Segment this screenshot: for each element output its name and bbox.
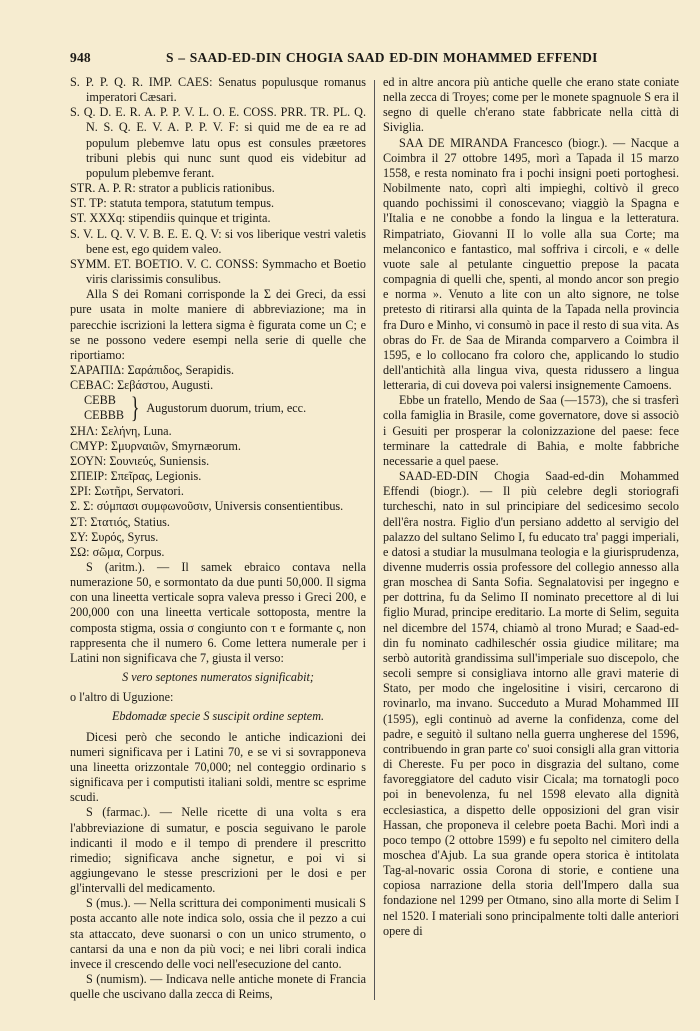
paragraph-farmac: S (farmac.). — Nelle ricette di una volta s era l'abbreviazione di sumatur, e poscia seguivano le parole indicanti il modo e il tempo di prendere il prescritto rimedio; significava anche signetur, e poi vi si aggiungevano le stesse prescrizioni per le dosi e per gl'intervalli del medicamento. (70, 805, 366, 896)
paragraph-numism: S (numism). — Indicava nelle antiche monete di Francia quelle che uscivano dalla zecca di Reims, (70, 972, 366, 1002)
page-number: 948 (70, 50, 91, 65)
greek-abbreviation: ΣΑΡΑΠΙΔ: Σαράπιδος, Serapidis. (70, 362, 235, 377)
paragraph-text: ed in altre ancora più antiche quelle che erano state coniate nella zecca di Troyes; come per le monete spagnuole S era il segno di quelle ch'erano state fabbricate nella città di Siviglia. (383, 75, 679, 135)
greek-abbreviation: ΣΗΛ: Σελήνη, Luna. (70, 423, 172, 438)
page-header (70, 48, 676, 68)
greek-abbreviation: ΣΡΙ: Σωτῆρι, Servatori. (70, 484, 184, 499)
verse-quote: Ebdomadæ specie S suscipit ordine septem. (111, 709, 325, 724)
greek-abbreviation: CEBAC: Σεβάστου, Augusti. (70, 378, 214, 393)
abbreviation-entry: S. P. P. Q. R. IMP. CAES: Senatus populusque romanus imperatori Cæsari. (70, 75, 366, 105)
paragraph-mus: S (mus.). — Nella scrittura dei componimenti musicali S posta accanto alle note indica solo, ossia che il pezzo a cui sta attaccato, deve suonarsi o con un unico strumento, o cantarsi da una e non da più voci; e nei libri corali indica invece il crescendo delle voci nell'esecuzione del canto. (70, 896, 366, 971)
brace-group (70, 393, 366, 423)
left-column (70, 75, 366, 1025)
greek-abbreviation: CEBBB (84, 408, 124, 423)
abbreviation-entry: S. Q. D. E. R. A. P. P. V. L. O. E. COSS. PRR. TR. PL. Q. N. S. Q. E. V. A. P. P. V. F: si quid me de ea re ad populum plebemve latu opus est consules præetores tribuni plebis qui nunc sunt quod eis videbitur ad populum plebemve ferant. (70, 105, 366, 180)
greek-abbreviation: CMYP: Σμυρναιῶν, Smyrnæorum. (70, 438, 241, 453)
paragraph-mendo-de-saa: Ebbe un fratello, Mendo de Saa (—1573), che si trasferì colla famiglia in Brasile, come governatore, dove si associò i Gesuiti per prosperar la colonizzazione del paese: fece terminare la cattedrale di Bahia, e molte fabbriche necessarie a quel paese. (383, 393, 679, 468)
greek-abbreviation: ΣΟΥΝ: Σουνιεύς, Suniensis. (70, 453, 210, 468)
greek-abbreviation: Σ. Σ: σύμπασι συμφωνοῦσιν, Universis consentientibus. (70, 499, 344, 514)
paragraph-text: Dicesi però che secondo le antiche indicazioni dei numeri significava per i Latini 70, e se vi si sovrapponeva una lineetta orizzontale 70,000; nel conteggio ordinario s significava per i computisti italiani soldi, mentre sc esprime scudi. (70, 729, 366, 805)
abbreviation-entry: SYMM. ET. BOETIO. V. C. CONSS: Symmacho et Boetio viris clarissimis consulibus. (70, 256, 366, 287)
brace-meaning: Augustorum duorum, trium, ecc. (146, 400, 307, 415)
paragraph-aritm: S (aritm.). — Il samek ebraico contava nella numerazione 50, e sormontato da due punti 50,000. Il sigma con una lineetta verticale sopra valeva presso i Greci 200, e 200,000 con una lineetta verticale sottoposta, mentre la composta stigma, ossia σ congiunto con τ e formante ς, non rappresenta che il numero 6. Come lettera numerale per i Latini non significava che 7, giusta il verso: (70, 560, 366, 665)
greek-abbreviation: ΣΥ: Συρός, Syrus. (70, 529, 159, 544)
paragraph-text: o l'altro di Uguzione: (70, 690, 174, 705)
abbreviation-entry: STR. A. P. R: strator a publicis rationibus. (70, 181, 275, 196)
brace-glyph: } (130, 391, 140, 425)
greek-abbreviation: ΣΩ: σῶμα, Corpus. (70, 544, 165, 559)
greek-abbreviation: ΣΠΕΙΡ: Σπεῖρας, Legionis. (70, 469, 202, 484)
abbreviation-entry: S. V. L. Q. V. V. B. E. E. Q. V: si vos liberique vestri valetis bene est, ego quidem valeo. (70, 226, 366, 256)
entry-saad-ed-din: SAAD-ED-DIN Chogia Saad-ed-din Mohammed Effendi (biogr.). — Il più celebre degli storiografi turcheschi, nato in sul principiare del sedicesimo secolo dell'êra nostra. Figlio d'un persiano addetto al servigio del palazzo del sultano Selimo I, fu educato tra' paggi imperiali, e datosi a studiar la musulmana teologia e la giurisprudenza, divenne muderris ossia professore del collegio annesso alla gran moschea di Santa Sofia. Segnalatovisi per ingegno e per dottrina, fu da Selimo II nominato precettore al di lui figlio Murad, principe ereditario. La morte di Selim, seguita nel dicembre del 1574, chiamò al trono Murad; e Saad-ed-din fu nominato cadhileschér ossia giudice militare; ma serbò autorità grandissima sull'imperiale suo discepolo, che secoli sempre si consigliava intorno alle gravi materie di Stato, per modo che ingelositine i visiri, cercarono di rovinarlo, ma invano. Succeduto a Murad Mohammed III (1595), egli continuò ad averne la confidenza, come del padre, e seguitò il sultano nella guerra ungherese del 1596, contribuendo in gran parte co' suoi consigli alla gran vittoria di Chereste. Fu per poco in disgrazia del sultano, come favoreggiatore del caduto visir Cicala; ma tornatogli poco poi in benevolenza, fu nel 1598 elevato alla dignità ecclesiastica, a dispetto delle opposizioni del gran visir Hassan, che proponeva il celebre poeta Bachi. Morì indi a poco tempo (2 ottobre 1599) e fu sepolto nel cimitero della moschea d'Ajub. La sua grande opera storica è intitolata Tag-al-novaric ossia Corona di storie, e contiene una copiosa narrazione della storia dell'Impero dalla sua fondazione nel 1299 per Otmano, sino alla morte di Selim I nel 1520. I materiali sono principalmente tolti dalle anteriori opere di (383, 469, 679, 938)
verse-quote: S vero septones numeratos significabit; (122, 670, 314, 685)
greek-abbreviation: CEBB (84, 393, 116, 408)
paragraph-greek-sigma: Alla S dei Romani corrisponde la Σ dei Greci, da essi pure usata in molte maniere di abbreviazione; ma in parecchie iscrizioni la lettera sigma è figurata come un C; e se ne possono vedere esempi nella serie di quelle che riportiamo: (70, 287, 366, 362)
abbreviation-entry: ST. XXXq: stipendiis quinque et triginta. (70, 211, 271, 226)
greek-abbreviation: ΣΤ: Στατιός, Statius. (70, 514, 170, 529)
abbreviation-entry: ST. TP: statuta tempora, statutum tempus. (70, 196, 275, 211)
entry-saa-de-miranda: SAA DE MIRANDA Francesco (biogr.). — Nacque a Coimbra il 27 ottobre 1495, morì a Tapada il 15 marzo 1558, e resta nominato fra i pochi insigni poeti portoghesi. Nobilmente nato, coprì alti impieghi, coltivò il greco quando pochissimi il conoscevano; viaggiò la Spagna e l'Italia e ne conobbe a fondo la lingua e la letteratura. Rimpatriato, Giovanni II lo volle alla sua Corte; ma melanconico e fantastico, mal soffriva i circoli, e « delle vuote sale al petulante cinguettio prepose la pacata compagnia di quelli che, spenti, al mondo ancor son pregio e norma ». Venuto a lite con un alto signore, ne tolse pretesto di ritirarsi alla quinta de la Tapada nella provincia fra Duro e Minho, vi consumò in pace il resto di sua vita. As obras do Fr. de Saa de Miranda comparvero a Coimbra il 1595, e lo collocano fra coloro che, applicando lo studio dell'antichità alla lingua viva, questa ridussero a lingua letteraria, di cui doveva poi valersi insignemente Camoens. (383, 135, 679, 393)
right-column (383, 75, 679, 1025)
column-divider (374, 80, 375, 1000)
running-title: S – SAAD-ED-DIN CHOGIA SAAD ED-DIN MOHAMMED EFFENDI (166, 50, 598, 65)
